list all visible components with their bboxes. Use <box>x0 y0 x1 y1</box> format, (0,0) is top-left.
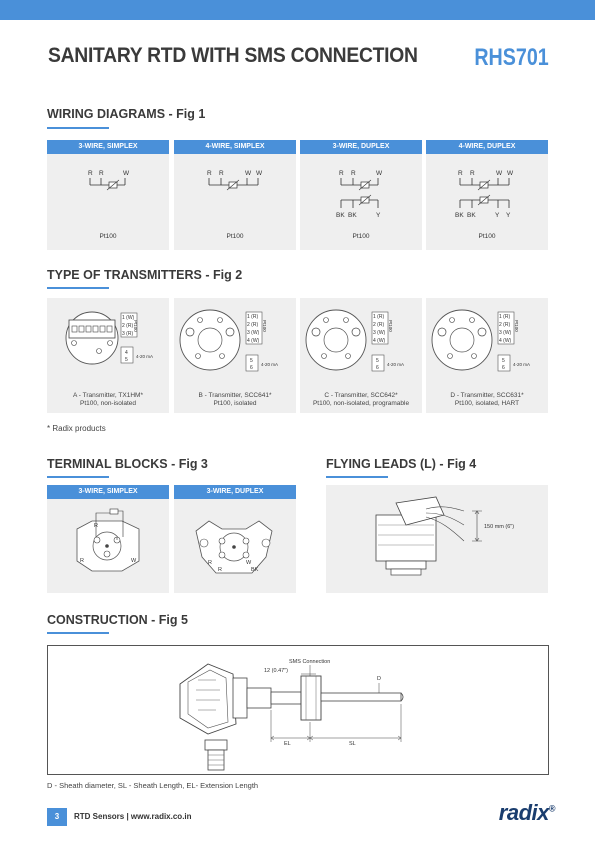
transmitter-b-diagram <box>174 298 296 388</box>
sms-connection-label: SMS Connection <box>289 659 331 665</box>
transmitter-caption-line2: Pt100, non-isolated, programable <box>312 400 410 407</box>
wiring-panel-4w-simplex <box>174 140 296 250</box>
panel-header: 3-WIRE, DUPLEX <box>300 140 422 154</box>
terminal-label: 6 <box>502 365 505 371</box>
wire-label: BK <box>251 567 259 573</box>
transmitter-caption-line2: Pt100, isolated, HART <box>454 400 520 407</box>
footer-text: RTD Sensors | www.radix.co.in <box>74 812 192 821</box>
terminal-label: 5 <box>376 358 379 364</box>
diameter-label: D <box>377 676 381 682</box>
wiring-panel-3w-duplex <box>300 140 422 250</box>
terminal-blocks-section-title: TERMINAL BLOCKS - Fig 3 <box>47 457 208 471</box>
wire-label: R <box>80 558 84 564</box>
transmitter-caption-line2: Pt100, non-isolated <box>79 400 136 407</box>
terminal-label: 4 (W) <box>499 338 512 344</box>
terminal-label: 4 (W) <box>247 338 260 344</box>
transmitter-caption-line1: B - Transmitter, SCC641* <box>198 392 272 399</box>
wire-label: R <box>208 560 212 566</box>
terminal-label: 2 (R) <box>499 322 511 328</box>
ma-label: 4-20 mA <box>136 354 154 359</box>
wire-label: W <box>123 170 130 177</box>
sensor-label: Pt100 <box>478 233 496 240</box>
flying-leads-diagram <box>326 485 548 593</box>
terminal-label: 1 (R) <box>373 314 385 320</box>
wire-label: R <box>458 170 463 177</box>
panel-header: 3-WIRE, DUPLEX <box>174 485 296 499</box>
wire-label: Y <box>495 212 500 219</box>
terminal-label: 4 <box>125 350 128 356</box>
terminal-label: 1 (R) <box>499 314 511 320</box>
page-number: 3 <box>47 808 67 826</box>
construction-section-title: CONSTRUCTION - Fig 5 <box>47 613 188 627</box>
wire-label: R <box>339 170 344 177</box>
transmitter-caption-line2: Pt100, isolated <box>213 400 257 407</box>
construction-figure <box>47 645 549 775</box>
transmitter-panel-b <box>174 298 296 413</box>
terminal-block-panel-simplex <box>47 485 169 593</box>
terminal-block-duplex-diagram <box>174 499 296 593</box>
top-accent-bar <box>0 0 595 20</box>
transmitter-caption-line1: A - Transmitter, TX1HM* <box>73 392 143 399</box>
sensor-label: Pt100 <box>99 233 117 240</box>
terminal-label: 1 (W) <box>122 315 135 321</box>
transmitter-caption-line1: C - Transmitter, SCC642* <box>324 392 398 399</box>
terminal-label: 2 (R) <box>373 322 385 328</box>
el-label: EL <box>284 741 291 747</box>
terminal-label: 1 (R) <box>247 314 259 320</box>
sensor-label: Pt100 <box>226 233 244 240</box>
terminal-label: 5 <box>125 357 128 363</box>
wire-label: R <box>88 170 93 177</box>
transmitters-section-title: TYPE OF TRANSMITTERS - Fig 2 <box>47 268 243 282</box>
wire-label: R <box>470 170 475 177</box>
sl-label: SL <box>349 741 356 747</box>
wiring-section-title: WIRING DIAGRAMS - Fig 1 <box>47 107 206 121</box>
wire-label: W <box>507 170 514 177</box>
section-rule <box>47 632 109 634</box>
wire-label: R <box>99 170 104 177</box>
wire-label: W <box>246 560 252 566</box>
terminal-label: 4 (W) <box>373 338 386 344</box>
wire-label: W <box>131 558 137 564</box>
wire-label: W <box>256 170 263 177</box>
transmitter-panel-d <box>426 298 548 413</box>
pt100-label: Pt100 <box>514 320 519 332</box>
wire-label: W <box>376 170 383 177</box>
transmitter-caption-line1: D - Transmitter, SCC631* <box>450 392 524 399</box>
radix-logo <box>499 800 555 826</box>
flying-leads-section-title: FLYING LEADS (L) - Fig 4 <box>326 457 477 471</box>
terminal-label: 3 (W) <box>499 330 512 336</box>
wire-label: BK <box>336 212 345 219</box>
terminal-label: 2 (R) <box>122 323 134 329</box>
section-rule <box>326 476 388 478</box>
construction-caption: D - Sheath diameter, SL - Sheath Length, EL- Extension Length <box>47 781 259 790</box>
sensor-label: Pt100 <box>352 233 370 240</box>
terminal-label: 3 (R) <box>122 331 134 337</box>
panel-header: 3-WIRE, SIMPLEX <box>47 140 169 154</box>
wire-label: BK <box>467 212 476 219</box>
ma-label: 4-20 mA <box>513 362 531 367</box>
terminal-label: 3 (W) <box>247 330 260 336</box>
wiring-panel-3w-simplex <box>47 140 169 250</box>
wire-label: Y <box>376 212 381 219</box>
wire-label: W <box>496 170 503 177</box>
transmitter-panel-a <box>47 298 169 413</box>
wire-label: R <box>94 523 98 529</box>
wire-label: BK <box>348 212 357 219</box>
section-rule <box>47 127 109 129</box>
wire-label: R <box>219 170 224 177</box>
terminal-label: 3 (W) <box>373 330 386 336</box>
wire-label: R <box>207 170 212 177</box>
section-rule <box>47 287 109 289</box>
pt100-label: Pt100 <box>133 320 138 332</box>
registered-mark: ® <box>548 803 555 814</box>
transmitter-c-diagram <box>300 298 422 388</box>
panel-header: 4-WIRE, DUPLEX <box>426 140 548 154</box>
transmitter-a-diagram <box>47 298 169 388</box>
flying-leads-panel <box>326 485 548 593</box>
radix-products-note: * Radix products <box>47 424 106 433</box>
dimension-12-label: 12 (0.47") <box>264 668 288 674</box>
wire-label: R <box>351 170 356 177</box>
logo-text: radix <box>498 800 549 825</box>
dimension-label: 150 mm (6") <box>484 524 515 530</box>
transmitter-panel-c <box>300 298 422 413</box>
ma-label: 4-20 mA <box>261 362 279 367</box>
model-code: RHS701 <box>474 44 549 71</box>
terminal-label: 5 <box>250 358 253 364</box>
pt100-label: Pt100 <box>388 320 393 332</box>
terminal-label: 2 (R) <box>247 322 259 328</box>
page-title: SANITARY RTD WITH SMS CONNECTION <box>48 44 418 67</box>
terminal-block-simplex-diagram <box>47 499 169 593</box>
wire-label: R <box>218 567 222 573</box>
pt100-label: Pt100 <box>262 320 267 332</box>
transmitter-d-diagram <box>426 298 548 388</box>
panel-header: 4-WIRE, SIMPLEX <box>174 140 296 154</box>
terminal-label: 6 <box>376 365 379 371</box>
wiring-panel-4w-duplex <box>426 140 548 250</box>
terminal-label: 5 <box>502 358 505 364</box>
wire-label: Y <box>506 212 511 219</box>
panel-header: 3-WIRE, SIMPLEX <box>47 485 169 499</box>
ma-label: 4-20 mA <box>387 362 405 367</box>
terminal-label: 6 <box>250 365 253 371</box>
section-rule <box>47 476 109 478</box>
construction-diagram <box>48 646 550 776</box>
wire-label: BK <box>455 212 464 219</box>
terminal-block-panel-duplex <box>174 485 296 593</box>
wire-label: W <box>245 170 252 177</box>
